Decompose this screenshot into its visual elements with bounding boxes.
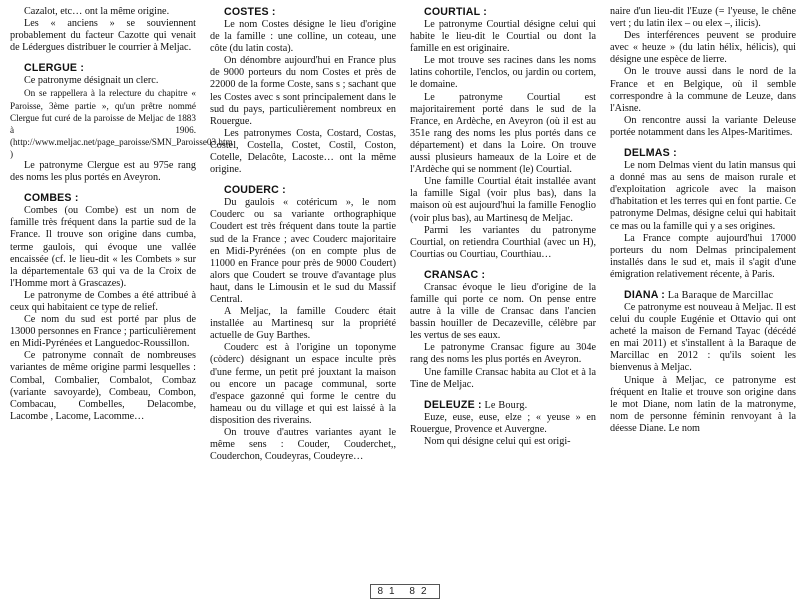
entry-heading-diana [610,289,796,302]
paragraph: Unique à Meljac, ce patronyme est fréquent en Italie et trouve son origine dans le mot Diane, nom latin de la matronyme, nom de personne féminin renvoyant à la déesse Diane. Le nom [610,374,796,434]
entry-heading-delmas: DELMAS : [624,147,677,160]
entry-heading-courtial: COURTIAL : [424,6,488,18]
entry-heading-suffix: Le Bourg. [481,399,528,411]
paragraph: Cransac évoque le lieu d'origine de la famille qui porte ce nom. On pense entre autre à la ville de Cransac dans l'ancien bassin houiller de Decazeville, célèbre par les vertus de ses eaux. [410,281,596,342]
paragraph: On rencontre aussi la variante Deleuse portée notamment dans les Alpes-Maritimes. [610,114,796,138]
paragraph: Ce patronyme désignait un clerc. [24,75,159,87]
paragraph: Le mot trouve ses racines dans les noms latins cohortile, l'enclos, ou jardin ou cortem, le domaine. [410,55,596,91]
entry-heading-couderc: COUDERC : [224,184,286,197]
paragraph: Une famille Cransac habita au Clot et à la Tine de Meljac. [410,366,596,390]
paragraph: Le patronyme Clergue est au 975e rang des noms les plus portés en Aveyron. [10,160,196,184]
paragraph: Ce patronyme est nouveau à Meljac. Il est celui du couple Eugénie et Ottavio qui ont acheté la maison de Fernand Tayac (décédé en mai 2011) et s'installent à la Baraque de Marcillac en 2012 : qu'ils soient les bienvenus à Meljac. [610,301,796,374]
paragraph: On dénombre aujourd'hui en France plus de 9000 porteurs du nom Costes et près de 22000 de la forme Coste, sans s ; sachant que les Costes avec s sont principalement dans le sud du pays, particulièrement nombreux en Rouergue. [210,55,396,127]
paragraph: Le patronyme Courtial désigne celui qui habite le lieu-dit le Courtial ou dont la famille en est originaire. [410,19,596,55]
entry-heading-label: DIANA : [624,288,666,301]
paragraph: Combes (ou Combe) est un nom de famille très fréquent dans la partie sud de la France. Il trouve son origine dans cumba, terme gaulois, qui évoque une vallée encaissée (cf. le lieu-dit « les Combets » sur la départementale 63 qui va de la Croix de l'Homme mort à Grascazes). [10,205,196,289]
paragraph: Du gaulois « cotéricum », le nom Couderc ou sa variante orthographique Coudert est très fréquent dans toute la partie sud de la France ; avec Couderc majoritaire en Midi-Pyrénées (on en compte plus de 11000 en France pour près de 9000 Coudert) alors que Coudert se trouve d'avantage plus haut, dans le Limousin et le sud du Massif Central. [210,197,396,305]
column-container [10,6,800,571]
paragraph: A Meljac, la famille Couderc était installée au Martinesq sur la propriété actuelle de Guy Barthes. [210,306,396,342]
paragraph: Le nom Delmas vient du latin mansus qui a donné mas au sens de maison rurale et d'exploitation agricole avec la maison d'habitation et les terres qui en font partie. Ce patronyme Delmas, désigne celui qui habitait ce mas ou la famille qui y a ses origines. [610,160,796,232]
paragraph: Les « anciens » se souviennent probablement du facteur Cazotte qui venait de Lédergues distribuer le courrier à Meljac. [10,18,196,54]
paragraph: Des interférences peuvent se produire avec « heuze » (du latin hélix, hélicis), qui désigne une espèce de lierre. [610,30,796,66]
paragraph: Le patronyme Courtial est majoritairement porté dans le sud de la France, en Ardèche, en Aveyron (où il est au 351e rang des noms les plus portés dans ce département) et dans la Loire. On trouve aussi plusieurs hameaux de la Loire et de l'Ardèche qui se nomment (le) Courtial. [410,91,596,176]
paragraph: Parmi les variantes du patronyme Courtial, on retiendra Courthial (avec un H), Courtias ou Courtiau, Courthiau… [410,224,596,260]
entry-heading-deleuze [410,399,596,412]
entry-heading-label: DELEUZE : [424,398,482,411]
paragraph: Le patronyme de Combes a été attribué à ceux qui habitaient ce type de relief. [10,289,196,313]
text-column-2 [210,6,396,571]
paragraph: Les patronymes Costa, Costard, Costas, Costel, Costella, Costet, Costil, Coston, Cotelle, Delacôte, Lacoste… ont la même origine. [210,127,396,176]
text-column-4 [610,6,796,571]
paragraph: Le patronyme Cransac figure au 304e rang des noms les plus portés en Aveyron. [410,342,596,366]
page-footer [0,584,810,599]
paragraph: On se rappellera à la relecture du chapitre « Paroisse, 3ème partie », qu'un prêtre nommé Clergue fut curé de la paroisse de Meljac de 1883 à 1906. (http://www.meljac.net/page_paroisse/SMN_Paroisse03.htm ) [10,88,233,159]
paragraph: Ce patronyme connaît de nombreuses variantes de même origine parmi lesquelles : Combal, Combalier, Combalot, Combaz (variante savoyarde), Combeau, Combon, Combacau, Combelles, Delacombe, Lacombe , Lacome, Lacomme… [10,350,196,422]
paragraph: Une famille Courtial était installée avant la famille Sigal (voir plus bas), dans la maison où est aujourd'hui la famille Fenoglio (voir plus bas), au Martinesq de Meljac. [410,176,596,224]
paragraph: On le trouve aussi dans le nord de la France et en Belgique, où il semble correspondre à la commune de Leuze, dans l'Aisne. [610,66,796,114]
entry-heading-costes: COSTES : [224,6,276,18]
paragraph: Le nom Costes désigne le lieu d'origine de la famille : une colline, un coteau, une côte (du latin costa). [210,19,396,55]
paragraph: On trouve d'autres variantes ayant le même sens : Couder, Couderchet,, Couderchon, Coudeyras, Coudeyre… [210,427,396,463]
text-column-1 [10,6,233,571]
paragraph: Nom qui désigne celui qui est origi- [424,435,571,447]
paragraph: Couderc est à l'origine un toponyme (còderc) désignant un espace inculte près d'une ferme, un petit pré jouxtant la maison ou encore un pacage communal, sorte d'espace gazonné qui forme le centre du hameau ou du village et qui est laissé à la disposition des riverains. [210,342,396,426]
paragraph: Euze, euse, euse, elze ; « yeuse » en Rouergue, Provence et Auvergne. [410,411,596,435]
paragraph: Cazalot, etc… ont la même origine. [24,6,170,17]
entry-heading-suffix: La Baraque de Marcillac [665,289,774,301]
entry-heading-combes: COMBES : [24,192,79,205]
entry-heading-clergue: CLERGUE : [24,62,85,75]
paragraph: naire d'un lieu-dit l'Euze (= l'yeuse, le chêne vert ; du latin ilex – ou elex –, ilicis). [610,6,796,30]
paragraph: La France compte aujourd'hui 17000 porteurs du nom Delmas principalement installés dans le sud et, mais il s'agit d'une émigration relativement récente, à Paris. [610,232,796,280]
entry-heading-cransac: CRANSAC : [424,268,486,281]
page-number: 81 82 [370,584,439,599]
text-column-3 [410,6,596,571]
paragraph: Ce nom du sud est porté par plus de 13000 personnes en France ; particulièrement en Midi-Pyrénées et Languedoc-Roussillon. [10,314,196,350]
